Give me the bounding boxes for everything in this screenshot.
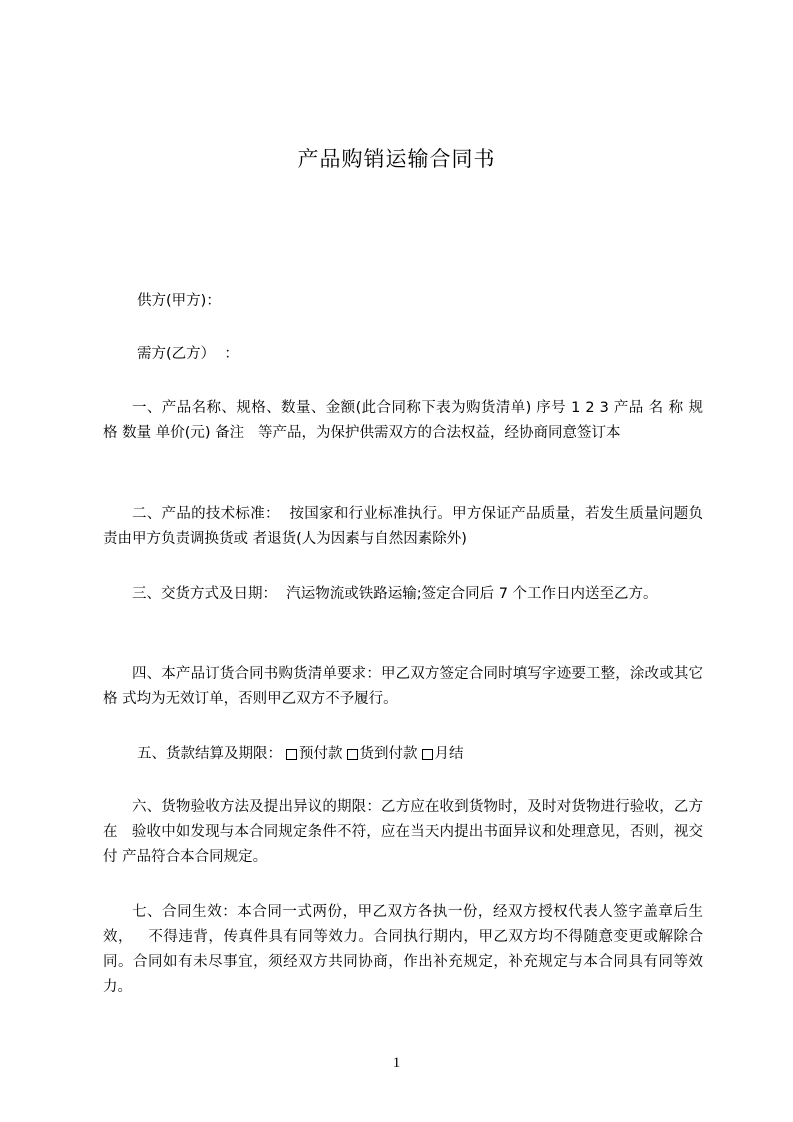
clause-6-inspection: 六、货物验收方法及提出异议的期限：乙方应在收到货物时，及时对货物进行验收，乙方在 验收中如发现与本合同规定条件不符，应在当天内提出书面异议和处理意见，否则，视交付 产品符合本合同规定。 [103, 799, 703, 865]
checkbox-icon [422, 749, 433, 760]
checkbox-icon [347, 749, 358, 760]
payment-label: 五、货款结算及期限： [137, 746, 282, 762]
clause-4-order-requirements: 四、本产品订货合同书购货清单要求：甲乙双方签定合同时填写字迹要工整，涂改或其它格 式均为无效订单，否则甲乙双方不予履行。 [103, 666, 703, 707]
document-title: 产品购销运输合同书 [297, 147, 496, 171]
clause-2-technical-standard: 二、产品的技术标准： 按国家和行业标准执行。甲方保证产品质量，若发生质量问题负责由甲方负责调换货或 者退货(人为因素与自然因素除外) [103, 506, 703, 547]
clause-3-delivery: 三、交货方式及日期： 汽运物流或铁路运输;签定合同后 7 个工作日内送至乙方。 [132, 586, 658, 602]
page-number: 1 [392, 1055, 401, 1071]
clause-5-payment-terms [137, 742, 464, 767]
payment-option-prepay [282, 742, 343, 767]
checkbox-icon [286, 749, 297, 760]
clause-1-product-info: 一、产品名称、规格、数量、金额(此合同称下表为购货清单) 序号 1 2 3 产品 名 称 规 格 数量 单价(元) 备注 等产品，为保护供需双方的合法权益，经协商同意签订本 [103, 400, 708, 441]
payment-option-label: 货到付款 [359, 746, 418, 762]
payment-option-cod [343, 742, 418, 767]
clause-7-effectiveness: 七、合同生效：本合同一式两份，甲乙双方各执一份，经双方授权代表人签字盖章后生效， 不得违背，传真件具有同等效力。合同执行期内，甲乙双方均不得随意变更或解除合同。合同如有未尽事宜，须经双方共同协商，作出补充规定，补充规定与本合同具有同等效力。 [103, 904, 703, 995]
payment-option-monthly [418, 742, 464, 767]
payment-option-label: 预付款 [299, 746, 343, 762]
supplier-label: 供方(甲方)： [137, 293, 221, 309]
payment-option-label: 月结 [434, 746, 464, 762]
buyer-label: 需方(乙方） ： [137, 346, 239, 362]
